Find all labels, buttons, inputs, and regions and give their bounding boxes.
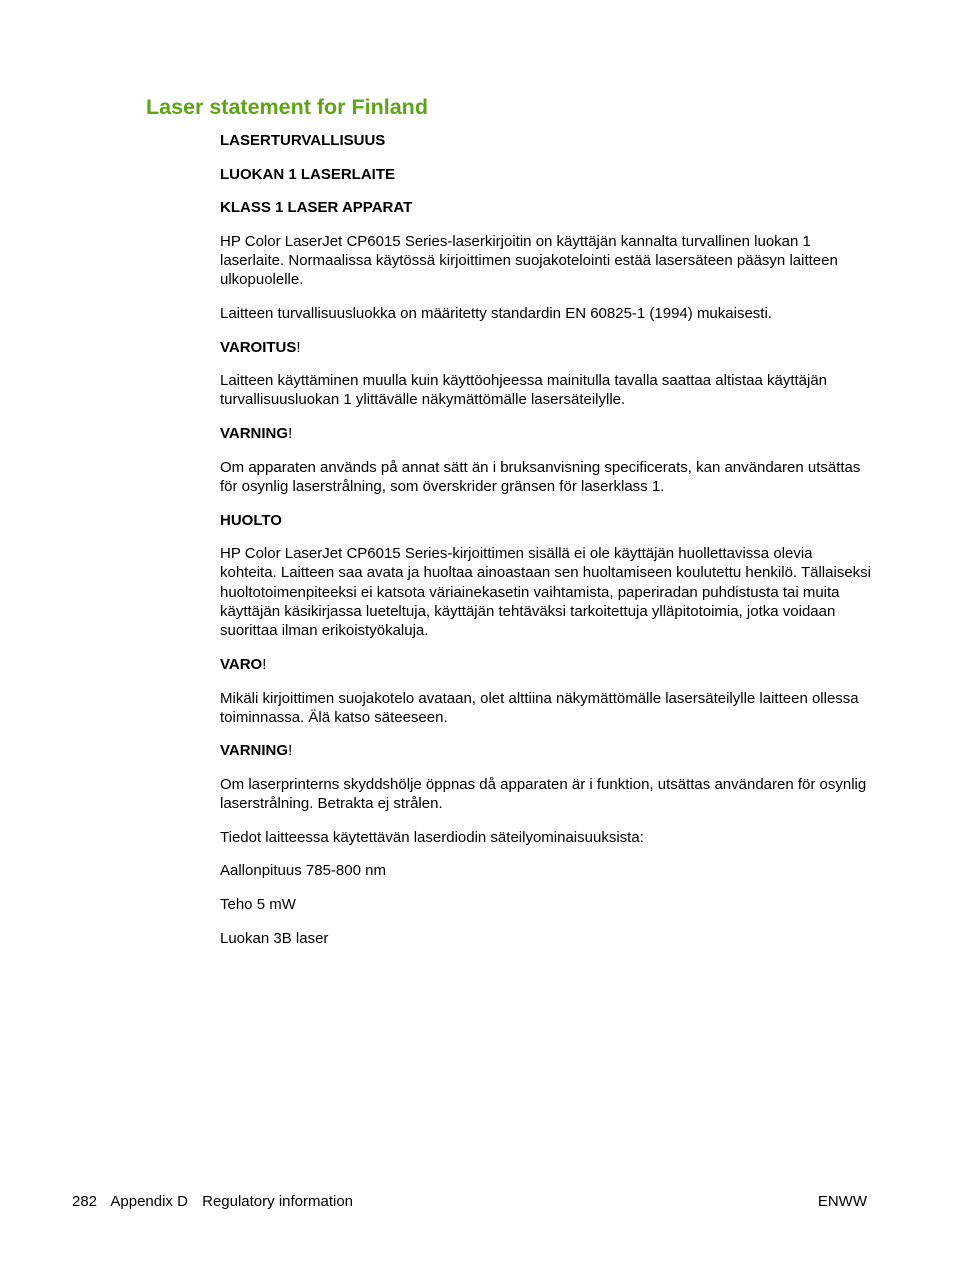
- footer-code: ENWW: [817, 1193, 867, 1210]
- paragraph-varning-2-text: Om laserprinterns skyddshölje öppnas då apparaten är i funktion, utsättas användaren för osynlig laserstrålning. Betrakta ej strålen.: [220, 775, 867, 813]
- footer-section: Appendix D: [110, 1193, 188, 1210]
- heading-laserturvallisuus: LASERTURVALLISUUS: [220, 132, 386, 149]
- warning-varning-2: [220, 741, 872, 760]
- heading-luokan-1-laserlaite: LUOKAN 1 LASERLAITE: [220, 165, 396, 183]
- paragraph-varo-text: Mikäli kirjoittimen suojakotelo avataan, olet alttiina näkymättömälle lasersäteilylle laitteen ollessa toiminnassa. Älä katso säteeseen.: [220, 689, 859, 726]
- warning-label: VARNING: [220, 742, 289, 760]
- footer-left: [72, 1192, 363, 1212]
- paragraph-laser-class: Luokan 3B laser: [220, 929, 329, 947]
- warning-exclamation: !: [262, 655, 267, 673]
- document-body: [220, 131, 872, 962]
- paragraph-huolto-text: HP Color LaserJet CP6015 Series-kirjoittimen sisällä ei ole käyttäjän huollettavissa olevia kohteita. Laitteen saa avata ja huoltaa ainoastaan sen huoltamiseen koulutettu henkilö. Tällaiseksi huoltotoimenpiteeksi ei katsota väriainekasetin vaihtamista, paperiradan puhdistusta tai muita käyttäjän käsikirjassa lueteltuja, käyttäjän tehtäväksi tarkoitettuja ylläpitotoimia, jotka voidaan suorittaa ilman erikoistyökaluja.: [220, 545, 871, 640]
- footer-chapter: Regulatory information: [202, 1193, 354, 1210]
- paragraph-wavelength: Aallonpituus 785-800 nm: [220, 862, 386, 880]
- heading-klass-1-laser-apparat: KLASS 1 LASER APPARAT: [220, 199, 413, 217]
- paragraph-varning-1-text: Om apparaten används på annat sätt än i bruksanvisning specificerats, kan användaren utsättas för osynlig laserstrålning, som överskrider gränsen för laserklass 1.: [220, 458, 861, 495]
- paragraph-class-1-statement: HP Color LaserJet CP6015 Series-laserkirjoitin on käyttäjän kannalta turvallinen luokan 1 laserlaite. Normaalissa käytössä kirjoittimen suojakotelointi estää lasersäteen pääsyn laitteen ulkopuolelle.: [220, 232, 838, 289]
- warning-label: VAROITUS: [220, 338, 297, 356]
- page-title: Laser statement for Finland: [146, 95, 428, 119]
- warning-label: VARO: [220, 655, 263, 673]
- warning-label: VARNING: [220, 425, 289, 443]
- warning-varning-1: [220, 424, 872, 443]
- paragraph-power: Teho 5 mW: [220, 896, 296, 914]
- paragraph-diode-properties: Tiedot laitteessa käytettävän laserdiodin säteilyominaisuuksista:: [220, 828, 644, 846]
- heading-huolto: HUOLTO: [220, 511, 282, 529]
- warning-exclamation: !: [288, 742, 293, 760]
- warning-exclamation: !: [288, 425, 293, 443]
- warning-varo: [220, 655, 872, 674]
- warning-exclamation: !: [296, 338, 301, 356]
- paragraph-standard: Laitteen turvallisuusluokka on määritetty standardin EN 60825-1 (1994) mukaisesti.: [220, 304, 772, 322]
- paragraph-varoitus-text: Laitteen käyttäminen muulla kuin käyttöohjeessa mainitulla tavalla saattaa altistaa käyttäjän turvallisuusluokan 1 ylittävälle näkymättömälle lasersäteilylle.: [220, 372, 828, 409]
- warning-varoitus: [220, 338, 872, 357]
- page-number: 282: [72, 1193, 98, 1210]
